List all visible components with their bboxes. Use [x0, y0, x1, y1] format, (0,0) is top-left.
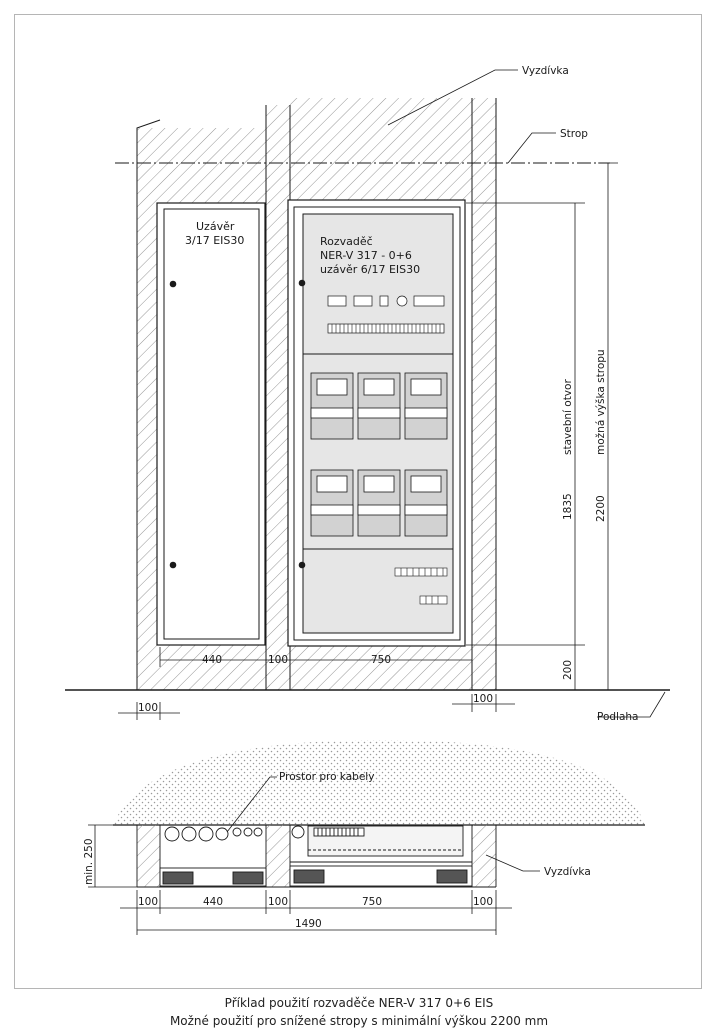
plan-vyzdivka-label: Vyzdívka	[544, 866, 591, 878]
caption-line2: Možné použití pro snížené stropy s minimální výškou 2200 mm	[169, 1014, 549, 1028]
plan-view	[83, 740, 645, 935]
min250-dimension	[88, 825, 137, 887]
cable-hole-icon	[233, 828, 241, 836]
cabinet-label-line1: Rozvaděč	[320, 235, 373, 248]
cable-hole-icon	[292, 826, 304, 838]
cable-hole-icon	[165, 827, 179, 841]
meter-row-2	[311, 470, 447, 536]
hinge-icon	[170, 562, 177, 569]
dim-2200: 2200	[595, 495, 607, 522]
plan-dim-100-c: 100	[473, 896, 494, 908]
plan-dim-440: 440	[203, 896, 224, 908]
dim-100-left: 100	[138, 702, 159, 714]
plan-dim-750: 750	[362, 896, 383, 908]
plan-vyzdivka-callout	[486, 855, 591, 878]
cabinet-label-line2: NER-V 317 - 0+6	[320, 249, 412, 262]
dim-200: 200	[562, 659, 574, 680]
door-label-line2: 3/17 EIS30	[185, 234, 245, 247]
cable-hole-icon	[254, 828, 262, 836]
mozna-vyska-label: možná výška stropu	[595, 349, 607, 455]
dim-100-right: 100	[473, 693, 494, 705]
plan-left-box	[160, 827, 266, 886]
vyzdivka-label: Vyzdívka	[522, 65, 569, 77]
breaker-row	[328, 296, 444, 306]
elevation-view	[65, 65, 670, 723]
plan-dim-100-a: 100	[138, 896, 159, 908]
cabinet-label-line3: uzávěr 6/17 EIS30	[320, 263, 421, 276]
dim-100-middle: 100	[268, 654, 289, 666]
plan-dim-100-b: 100	[268, 896, 289, 908]
caption-line1: Příklad použití rozvaděče NER-V 317 0+6 EIS	[224, 996, 494, 1010]
cable-hole-icon	[182, 827, 196, 841]
podlaha-label: Podlaha	[597, 711, 639, 723]
prostor-label: Prostor pro kabely	[279, 771, 375, 783]
cable-hole-icon	[216, 828, 228, 840]
podlaha-callout	[597, 692, 665, 723]
hinge-icon	[299, 562, 306, 569]
dim-min250: min. 250	[83, 838, 95, 885]
terminal-strip	[328, 324, 444, 333]
strop-label: Strop	[560, 128, 588, 140]
dim-440: 440	[202, 654, 223, 666]
hinge-icon	[299, 280, 306, 287]
strop-callout	[508, 128, 588, 163]
hinge-icon	[170, 281, 177, 288]
left-door	[157, 203, 265, 645]
door-label-line1: Uzávěr	[196, 220, 235, 233]
cable-space-area	[113, 740, 645, 825]
cable-hole-icon	[199, 827, 213, 841]
plan-dim-1490: 1490	[295, 918, 322, 930]
cable-hole-icon	[244, 828, 252, 836]
stavebni-otvor-label: stavební otvor	[562, 379, 574, 455]
dim-1835: 1835	[562, 493, 574, 520]
dim-750: 750	[371, 654, 392, 666]
plan-cabinet	[290, 826, 472, 886]
meter-row-1	[311, 373, 447, 439]
